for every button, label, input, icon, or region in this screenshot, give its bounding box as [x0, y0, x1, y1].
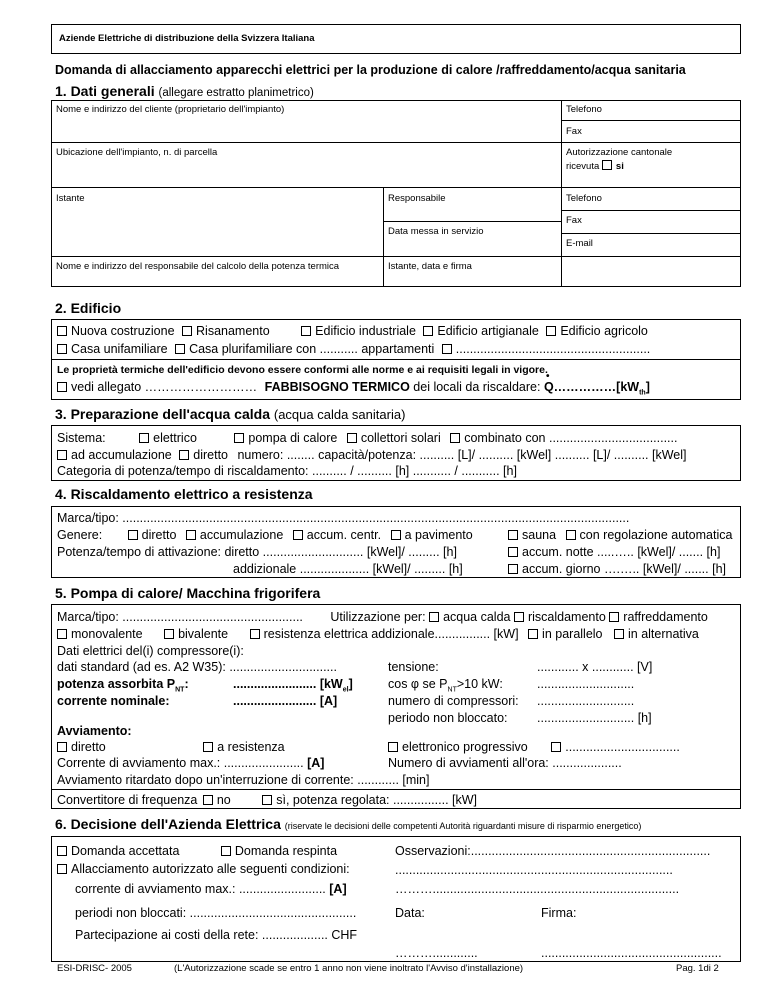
sauna-checkbox[interactable] [508, 530, 518, 540]
artigianale-checkbox[interactable] [423, 326, 433, 336]
respinta-checkbox[interactable] [221, 846, 231, 856]
s1-row-line-2 [51, 142, 741, 143]
alternativa-checkbox[interactable] [614, 629, 624, 639]
s6-sign-line-2: .................................................... [541, 946, 722, 960]
s1-divider-mid [383, 187, 384, 287]
avv-resistenza-checkbox[interactable] [203, 742, 213, 752]
s6-periodi: periodi non bloccati: ................................................ [75, 906, 357, 920]
avv-diretto-checkbox[interactable] [57, 742, 67, 752]
telefono2-label: Telefono [566, 193, 602, 204]
s1-row-line-7 [51, 256, 741, 257]
s6-sign-line-1: ………............. [395, 946, 478, 960]
s4-addizionale: addizionale .................... [kWel]/ ......... [h] [233, 562, 463, 576]
resp-calcolo-label: Nome e indirizzo del responsabile del calcolo della potenza termica [56, 261, 340, 272]
autorizzazione-label: Autorizzazione cantonale [566, 147, 673, 158]
fabbisogno-row: vedi allegato ……………………… FABBISOGNO TERMICO dei locali da riscaldare: • $Q\dots\dots\dots\dots\dots[kW_{th}]$ [57, 380, 650, 397]
s5-marca-row: Marca/tipo: .................................................... Utilizzazione per: acqua calda riscaldamento raffreddamento [57, 610, 708, 624]
collettori-checkbox[interactable] [347, 433, 357, 443]
parallelo-checkbox[interactable] [528, 629, 538, 639]
section-1-heading: 1. Dati generali (allegare estratto planimetrico) [55, 83, 314, 99]
s5-numero-avv: Numero di avviamenti all'ora: .................... [388, 756, 622, 770]
conv-si-checkbox[interactable] [262, 795, 272, 805]
footer-page: Pag. 1di 2 [676, 963, 719, 974]
s5-tensione-val: ............ x ............ [V] [537, 660, 653, 674]
s5-line [51, 789, 741, 790]
unifamiliare-checkbox[interactable] [57, 344, 67, 354]
s5-numero-label: numero di compressori: [388, 694, 519, 708]
allacciamento-checkbox[interactable] [57, 864, 67, 874]
combinato-checkbox[interactable] [450, 433, 460, 443]
s1-row-line-5 [383, 221, 561, 222]
istante-label: Istante [56, 193, 85, 204]
s6-osservazioni: Osservazioni:..................................................................... [395, 844, 711, 858]
s5-periodo-label: periodo non bloccato: [388, 711, 508, 725]
section-1-note: (allegare estratto planimetrico) [158, 87, 314, 99]
s5-corrente-val: ........................ [A] [233, 694, 338, 708]
telefono-label: Telefono [566, 104, 602, 115]
s3-row-2: ad accumulazione diretto numero: ........ capacità/potenza: .......... [L]/ .......... [kWel] .......... [L]/ .......... [kWel] [57, 448, 687, 462]
s4-genere-row: Genere: diretto accumulazione accum. centr. a pavimento [57, 528, 473, 542]
plurifamiliare-checkbox[interactable] [175, 344, 185, 354]
monovalente-checkbox[interactable] [57, 629, 67, 639]
s3-row-3: Categoria di potenza/tempo di riscaldamento: .......... / .......... [h] ........... / ........... [h] [57, 464, 517, 478]
s6-allacciamento-row: Allacciamento autorizzato alle seguenti condizioni: [57, 862, 350, 876]
s5-convertitore-row: Convertitore di frequenza no sì, potenza regolata: ................ [kW] [57, 793, 478, 807]
s4-diretto-checkbox[interactable] [128, 530, 138, 540]
elettrico-checkbox[interactable] [139, 433, 149, 443]
s5-cosphi-label: cos φ se $P_{NT}>10$ kW: [388, 677, 503, 694]
regolazione-checkbox[interactable] [566, 530, 576, 540]
s6-partecipazione: Partecipazione ai costi della rete: ................... CHF [75, 928, 358, 942]
pompa-checkbox[interactable] [234, 433, 244, 443]
s1-divider-right [561, 100, 562, 287]
raffreddamento-checkbox[interactable] [609, 612, 619, 622]
ricevuta-row: ricevuta si [566, 161, 624, 172]
s1-row-line-3 [51, 187, 741, 188]
section-2-heading: 2. Edificio [55, 300, 122, 316]
s2-line [51, 359, 741, 360]
s6-oss-line-3: ………....................................................................... [395, 882, 680, 896]
s4-notte-row: accum. notte .....….. [kWel]/ ....... [h] [508, 545, 720, 559]
s3-row-1: Sistema: elettrico pompa di calore collettori solari combinato con ..................................... [57, 431, 678, 445]
s1-row-line-6 [561, 233, 741, 234]
istante-data-label: Istante, data e firma [388, 261, 472, 272]
risanamento-checkbox[interactable] [182, 326, 192, 336]
s5-dati-compr: Dati elettrici del(i) compressore(i): [57, 644, 244, 658]
s4-marca: Marca/tipo: .................................................................................................................................................. [57, 511, 630, 525]
s4-potenza: Potenza/tempo di attivazione: diretto ............................. [kWel]/ ......... [h] [57, 545, 457, 559]
s1-row-line-1 [561, 120, 741, 121]
s6-oss-line-2: ................................................................................ [395, 863, 673, 877]
altro-checkbox[interactable] [442, 344, 452, 354]
cliente-label: Nome e indirizzo del cliente (proprietario dell'impianto) [56, 104, 285, 115]
riscaldamento-checkbox[interactable] [514, 612, 524, 622]
document-title: Domanda di allacciamento apparecchi elettrici per la produzione di calore /raffreddamento/acqua sanitaria [55, 63, 686, 77]
s6-domanda-row: Domanda accettata Domanda respinta [57, 844, 337, 858]
si-checkbox[interactable] [602, 160, 612, 170]
edificio-row-1: Nuova costruzione Risanamento Edificio industriale Edificio artigianale Edificio agricolo [57, 324, 648, 338]
section-3-heading: 3. Preparazione dell'acqua calda (acqua calda sanitaria) [55, 406, 406, 422]
s4-accum-centr-checkbox[interactable] [293, 530, 303, 540]
elettronico-checkbox[interactable] [388, 742, 398, 752]
agricolo-checkbox[interactable] [546, 326, 556, 336]
accumulazione-checkbox[interactable] [57, 450, 67, 460]
responsabile-label: Responsabile [388, 193, 446, 204]
acqua-checkbox[interactable] [429, 612, 439, 622]
s5-cosphi-val: ............................ [537, 677, 635, 691]
section-6-heading: 6. Decisione dell'Azienda Elettrica (riservate le decisioni delle competenti Autorità riguardanti misure di risparmio energetico) [55, 816, 642, 832]
footer-code: ESI-DRISC- 2005 [57, 963, 132, 974]
s6-firma-label: Firma: [541, 906, 577, 920]
data-messa-label: Data messa in servizio [388, 226, 484, 237]
s5-potenza-label: potenza assorbita $P_{NT}$: [57, 677, 189, 694]
s5-avviamento-heading: Avviamento: [57, 724, 132, 738]
s4-giorno-row: accum. giorno ….….. [kWel]/ ....... [h] [508, 562, 726, 576]
giorno-checkbox[interactable] [508, 564, 518, 574]
industriale-checkbox[interactable] [301, 326, 311, 336]
s6-corrente: corrente di avviamento max.: ......................... [A] [75, 882, 347, 896]
allegato-checkbox[interactable] [57, 382, 67, 392]
s5-avv-row-right: elettronico progressivo ................................. [388, 740, 680, 754]
s4-accumulazione-checkbox[interactable] [186, 530, 196, 540]
s4-pavimento-checkbox[interactable] [391, 530, 401, 540]
fax-label: Fax [566, 126, 582, 137]
s5-valente-row: monovalente bivalente resistenza elettrica addizionale................ [kW] in parallelo in alternativa [57, 627, 699, 641]
bivalente-checkbox[interactable] [164, 629, 174, 639]
ubicazione-label: Ubicazione dell'impianto, n. di parcella [56, 147, 218, 158]
resistenza-checkbox[interactable] [250, 629, 260, 639]
s5-ritardato: Avviamento ritardato dopo un'interruzione di corrente: ............ [min] [57, 773, 430, 787]
s5-avv-row: diretto a resistenza [57, 740, 285, 754]
s5-tensione-label: tensione: [388, 660, 439, 674]
diretto-checkbox[interactable] [179, 450, 189, 460]
conv-no-checkbox[interactable] [203, 795, 213, 805]
company-name: Aziende Elettriche di distribuzione della Svizzera Italiana [59, 33, 315, 44]
section-5-heading: 5. Pompa di calore/ Macchina frigorifera [55, 585, 321, 601]
s5-periodo-val: ............................ [h] [537, 711, 652, 725]
footer-note: (L'Autorizzazione scade se entro 1 anno non viene inoltrato l'Avviso d'installazione) [174, 963, 524, 974]
notte-checkbox[interactable] [508, 547, 518, 557]
s5-dati-std: dati standard (ad es. A2 W35): ............................... [57, 660, 337, 674]
s4-sauna-row: sauna con regolazione automatica [508, 528, 732, 542]
edificio-row-2: Casa unifamiliare Casa plurifamiliare con ........... appartamenti ........................................................ [57, 342, 650, 356]
s1-row-line-4 [561, 210, 741, 211]
email-label: E-mail [566, 238, 593, 249]
accettata-checkbox[interactable] [57, 846, 67, 856]
fax2-label: Fax [566, 215, 582, 226]
s5-potenza-val: ........................ $[kW_{el}]$ [233, 677, 353, 694]
s5-corrente-label: corrente nominale: [57, 694, 170, 708]
s5-numero-val: ............................ [537, 694, 635, 708]
section-4-heading: 4. Riscaldamento elettrico a resistenza [55, 486, 313, 502]
s5-corrente-avv: Corrente di avviamento max.: ....................... [A] [57, 756, 325, 770]
s6-data-label: Data: [395, 906, 425, 920]
nuova-checkbox[interactable] [57, 326, 67, 336]
edificio-note: Le proprietà termiche dell'edificio devono essere conformi alle norme e ai requisiti legali in vigore. [57, 364, 548, 376]
avv-altro-checkbox[interactable] [551, 742, 561, 752]
